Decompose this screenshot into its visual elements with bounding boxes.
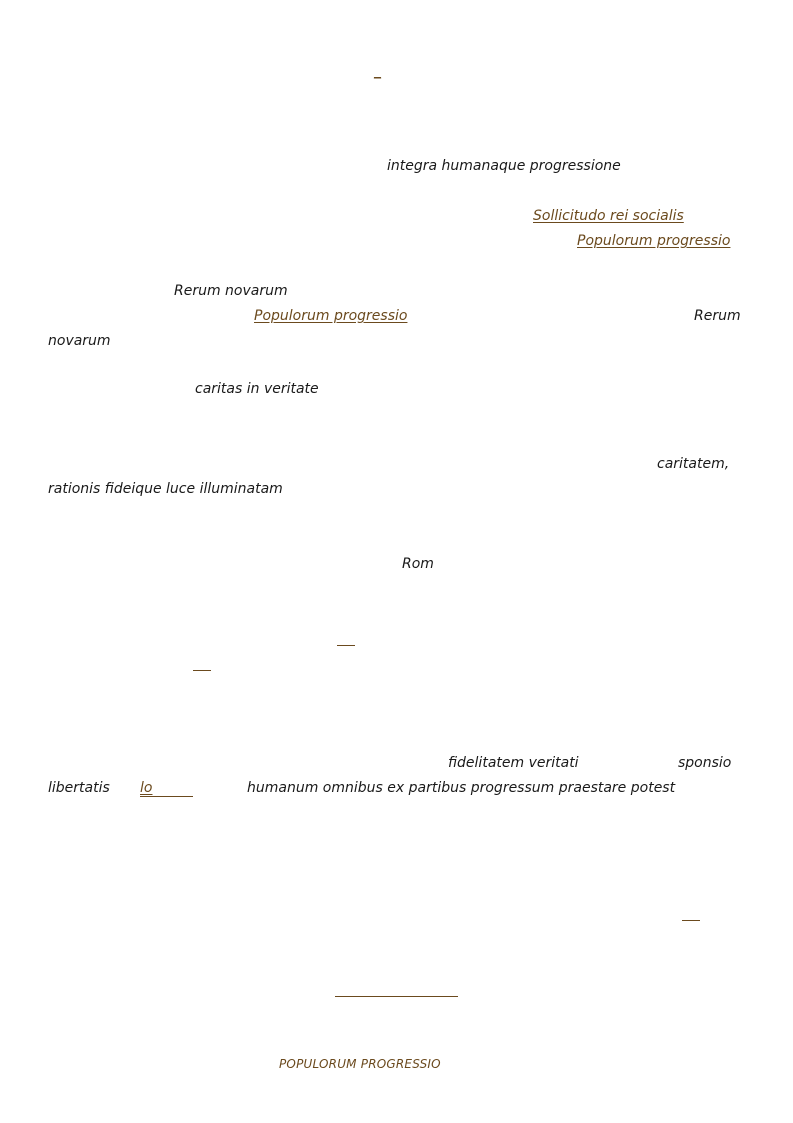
- text-rerum-2a: Rerum: [694, 308, 741, 324]
- link-lo[interactable]: lo: [140, 780, 153, 796]
- link-populorum-2[interactable]: Populorum progressio: [254, 308, 408, 324]
- text-fidelitatem: fidelitatem veritati: [448, 755, 579, 771]
- text-humanum: humanum omnibus ex partibus progressum praestare potest: [247, 780, 676, 796]
- text-rerum-novarum-1: Rerum novarum: [174, 283, 288, 299]
- text-caritas: caritas in veritate: [195, 381, 319, 397]
- text-rationis: rationis fideique luce illuminatam: [48, 481, 283, 497]
- link-populorum-1[interactable]: Populorum progressio: [577, 233, 731, 249]
- text-rerum-2b: novarum: [48, 333, 111, 349]
- footnote-link-1[interactable]: [337, 645, 355, 646]
- footer-heading: POPULORUM PROGRESSIO: [279, 1057, 441, 1071]
- link-sollicitudo[interactable]: Sollicitudo rei socialis: [533, 208, 684, 224]
- text-rom: Rom: [402, 556, 434, 572]
- text-integra: integra humanaque progressione: [387, 158, 621, 174]
- footnote-link-top[interactable]: _: [374, 63, 381, 79]
- footnote-link-2[interactable]: [193, 670, 211, 671]
- text-caritatem: caritatem,: [657, 456, 730, 472]
- link-lo-underline: [140, 796, 193, 797]
- text-sponsio: sponsio: [678, 755, 732, 771]
- footnote-separator: [335, 996, 458, 997]
- text-libertatis: libertatis: [48, 780, 110, 796]
- footnote-link-3[interactable]: [682, 920, 700, 921]
